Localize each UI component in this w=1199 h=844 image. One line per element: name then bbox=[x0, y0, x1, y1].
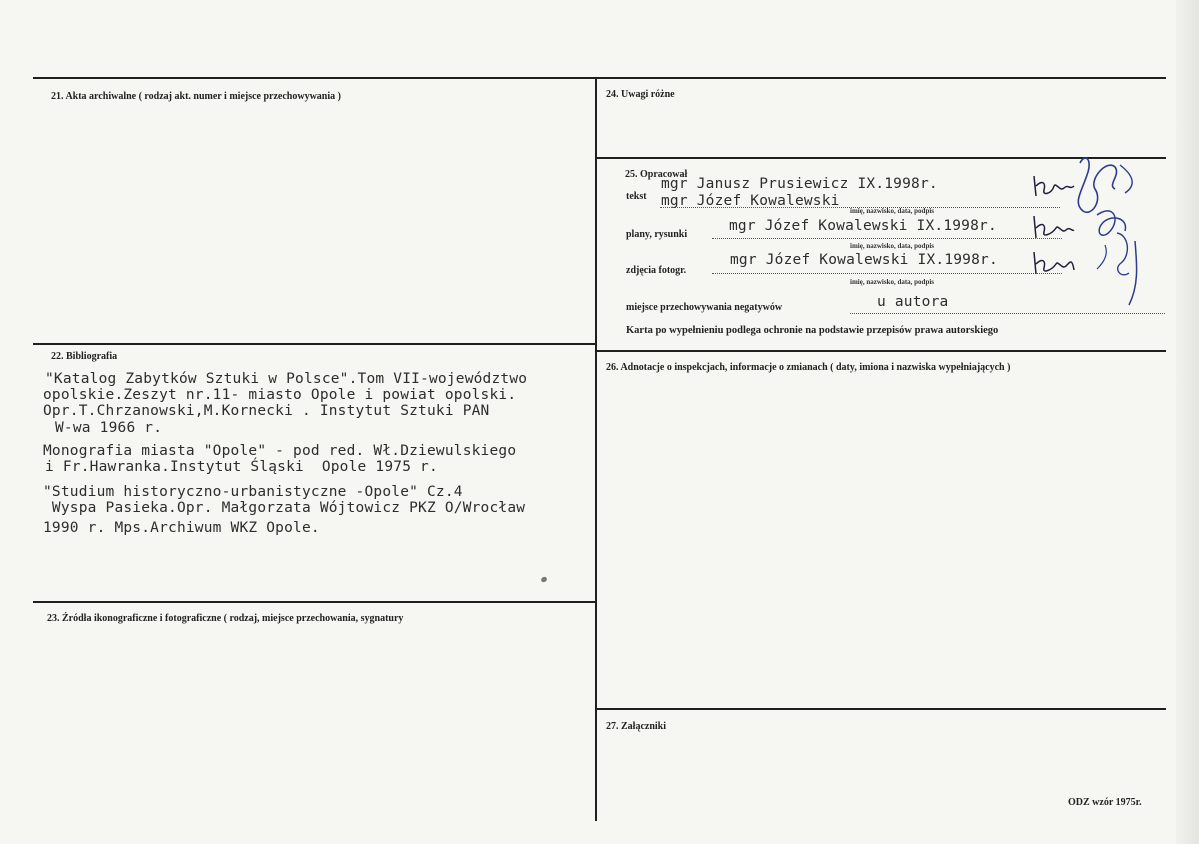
negatywy-value: u autora bbox=[877, 294, 949, 310]
bibliography-line-4: W-wa 1966 r. bbox=[55, 420, 163, 436]
signature-1 bbox=[1030, 172, 1076, 202]
plany-value: mgr Józef Kowalewski IX.1998r. bbox=[729, 218, 997, 234]
zdjecia-value: mgr Józef Kowalewski IX.1998r. bbox=[730, 252, 998, 268]
bibliography-line-5: Monografia miasta "Opole" - pod red. Wł.Dziewulskiego bbox=[43, 443, 517, 459]
section-27-label: 27. Załączniki bbox=[606, 721, 667, 732]
copyright-note: Karta po wypełnieniu podlega ochronie na podstawie przepisów prawa autorskiego bbox=[626, 325, 999, 336]
section-24-label: 24. Uwagi różne bbox=[606, 89, 675, 100]
section-25-label: 25. Opracował bbox=[625, 169, 688, 180]
zdjecia-line bbox=[712, 273, 1062, 274]
bibliography-line-9: 1990 r. Mps.Archiwum WKZ Opole. bbox=[43, 520, 320, 536]
rule-25-26 bbox=[596, 350, 1166, 352]
ink-blot bbox=[540, 576, 548, 583]
section-21-label: 21. Akta archiwalne ( rodzaj akt. numer i miejsce przechowywania ) bbox=[51, 91, 341, 102]
negatywy-label: miejsce przechowywania negatywów bbox=[626, 302, 783, 313]
plany-caption: imię, nazwisko, data, podpis bbox=[850, 242, 935, 250]
bibliography-line-6: i Fr.Hawranka.Instytut Śląski Opole 1975 r. bbox=[45, 459, 438, 475]
section-26-label: 26. Adnotacje o inspekcjach, informacje o zmianach ( daty, imiona i nazwiska wypełniających ) bbox=[606, 362, 1011, 373]
zdjecia-label: zdjęcia fotogr. bbox=[626, 265, 687, 276]
rule-21-22 bbox=[33, 343, 596, 345]
section-22-label: 22. Bibliografia bbox=[51, 351, 118, 362]
tekst-value-1: mgr Janusz Prusiewicz IX.1998r. bbox=[661, 176, 938, 192]
signature-3 bbox=[1030, 248, 1076, 278]
bibliography-line-2: opolskie.Zeszyt nr.11- miasto Opole i powiat opolski. bbox=[43, 387, 517, 403]
tekst-value-2: mgr Józef Kowalewski bbox=[661, 193, 840, 209]
bibliography-line-1: "Katalog Zabytków Sztuki w Polsce".Tom VII-województwo bbox=[45, 371, 528, 387]
card-edge bbox=[1176, 0, 1199, 844]
bibliography-line-8: Wyspa Pasieka.Opr. Małgorzata Wójtowicz PKZ O/Wrocław bbox=[43, 500, 526, 516]
section-23-label: 23. Źródła ikonograficzne i fotograficzne ( rodzaj, miejsce przechowania, sygnatury bbox=[47, 613, 404, 624]
signature-2 bbox=[1030, 212, 1076, 242]
bibliography-line-3: Opr.T.Chrzanowski,M.Kornecki . Instytut Sztuki PAN bbox=[43, 403, 490, 419]
tekst-caption: imię, nazwisko, data, podpis bbox=[850, 207, 935, 215]
form-version: ODZ wzór 1975r. bbox=[1068, 797, 1142, 808]
top-rule bbox=[33, 77, 1166, 79]
bibliography-line-7: "Studium historyczno-urbanistyczne -Opole" Cz.4 bbox=[43, 484, 463, 500]
tekst-label: tekst bbox=[626, 191, 647, 202]
rule-26-27 bbox=[596, 708, 1166, 710]
plany-line bbox=[712, 238, 1062, 239]
plany-label: plany, rysunki bbox=[626, 229, 688, 240]
rule-22-23 bbox=[33, 601, 596, 603]
zdjecia-caption: imię, nazwisko, data, podpis bbox=[850, 278, 935, 286]
